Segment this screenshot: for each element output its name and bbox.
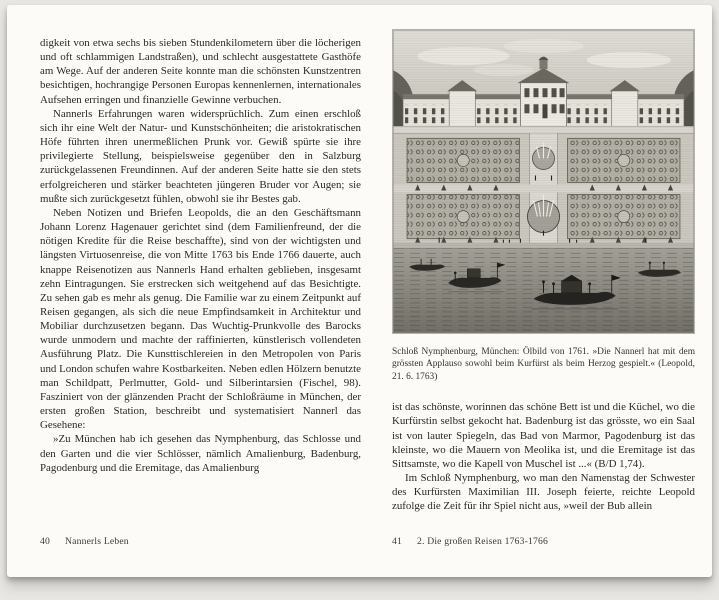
right-page	[392, 29, 695, 513]
book-spread	[7, 5, 712, 577]
image-caption: Schloß Nymphenburg, München: Ölbild von 1761. »Die Nannerl hat mit dem grössten Applauso sowohl beim Kurfürst als beim Herzog gespielt.« (Leopold, 21. 6. 1763)	[392, 347, 695, 382]
right-running-title: 2. Die großen Reisen 1763-1766	[417, 536, 548, 547]
right-page-footer	[392, 536, 548, 547]
paragraph: Im Schloß Nymphenburg, wo man den Namenstag der Schwester des Kurfürsten Maximilian III. Joseph feierte, reichte Leopold zufolge die Zeit für ihr Spiel nicht aus, »weil der Bub allein	[392, 472, 695, 513]
paragraph: »Zu München hab ich gesehen das Nymphenburg, das Schlosse und den Garten und die vier Schlösser, nämlich Amalienburg, Badenburg, Pagodenburg und die Eremitage, das Amalienburg	[40, 433, 361, 474]
nymphenburg-painting-image	[392, 29, 695, 334]
paragraph: Nannerls Erfahrungen waren widersprüchlich. Zum einen erschloß sich ihr eine Welt der Natur- und Kunstschönheiten; die aristokratischen Höfe führten ihren unermeßlichen Prunk vor. Gewiß spürte sie ihre privilegierte Stellung, beispielsweise gegenüber den in Salzburg zurückgelassenen Freundinnen. Auf der anderen Seite hatte sie den stets erfolgreicheren und stärker beachteten jüngeren Bruder vor Augen; sie mußte sich zurückgesetzt fühlen, obwohl sie ihr Bestes gab.	[40, 107, 361, 205]
paragraph: digkeit von etwa sechs bis sieben Stundenkilometern über die löcherigen und oft schlammigen Landstraßen), und schlecht ausgestattete Gasthöfe am Wege. Auf der anderen Seite konnte man die schönsten Kunstzentren besichtigen, hochrangige Personen Europas kennenlernen, internationales Aufsehen erringen und finanzielle Gewinne verbuchen.	[40, 37, 361, 106]
left-page-text	[40, 36, 361, 475]
engraving-texture	[393, 30, 694, 333]
paragraph: ist das schönste, worinnen das schöne Bett ist und die Küchel, wo die Kurfürstin selbst gekocht hat. Badenburg ist das grösste, wo ein Saal ist von lauter Spiegeln, das Bad von Marmor, Pagodenburg ist das kleinste, wo die Mauern von Meolika ist, und die Eremitage ist das Sittsamste, wo die Kapell von Muschel ist ...« (B/D 1,74).	[392, 401, 695, 470]
right-page-text	[392, 400, 695, 513]
right-page-number: 41	[392, 536, 402, 547]
paragraph: Neben Notizen und Briefen Leopolds, die an den Geschäftsmann Johann Lorenz Hagenauer gerichtet sind (dem Familienfreund, der die nötigen Kredite für die Reise beschaffte), sind von der wichtigsten und längsten Virtuosenreise, die von Mitte 1763 bis Ende 1766 dauerte, auch knappe Reisenotizen aus Nannerls Hand erhalten geblieben, insgesamt zehn Eintragungen. Sie erstrecken sich weitgehend auf das Besichtigte. Zu sehen gab es mehr als genug. Die Familie war zu einem Zeitpunkt auf Reisen gegangen, als sich die neue Empfindsamkeit in Architektur und Mobiliar durchzusetzen begann. Das Wuchtig-Prunkvolle des Barocks wurde unmodern und machte der raffinierten, künstlerisch vollendeten Ausführung Platz. Die Kunsttischlereien in den Metropolen von Paris und London schufen wahre Kostbarkeiten. Neben edlen Hölzern benutzte man Schildpatt, Perlmutter, Gold- und Silberintarsien (Fischel, 98). Fasziniert von der glänzenden Pracht der Schloßräume in München, der ersten großen Station, beschreibt und systematisiert Nannerl das Gesehene:	[40, 206, 361, 432]
left-page-footer	[40, 536, 129, 547]
left-running-title: Nannerls Leben	[65, 536, 129, 547]
left-page-number: 40	[40, 536, 50, 547]
